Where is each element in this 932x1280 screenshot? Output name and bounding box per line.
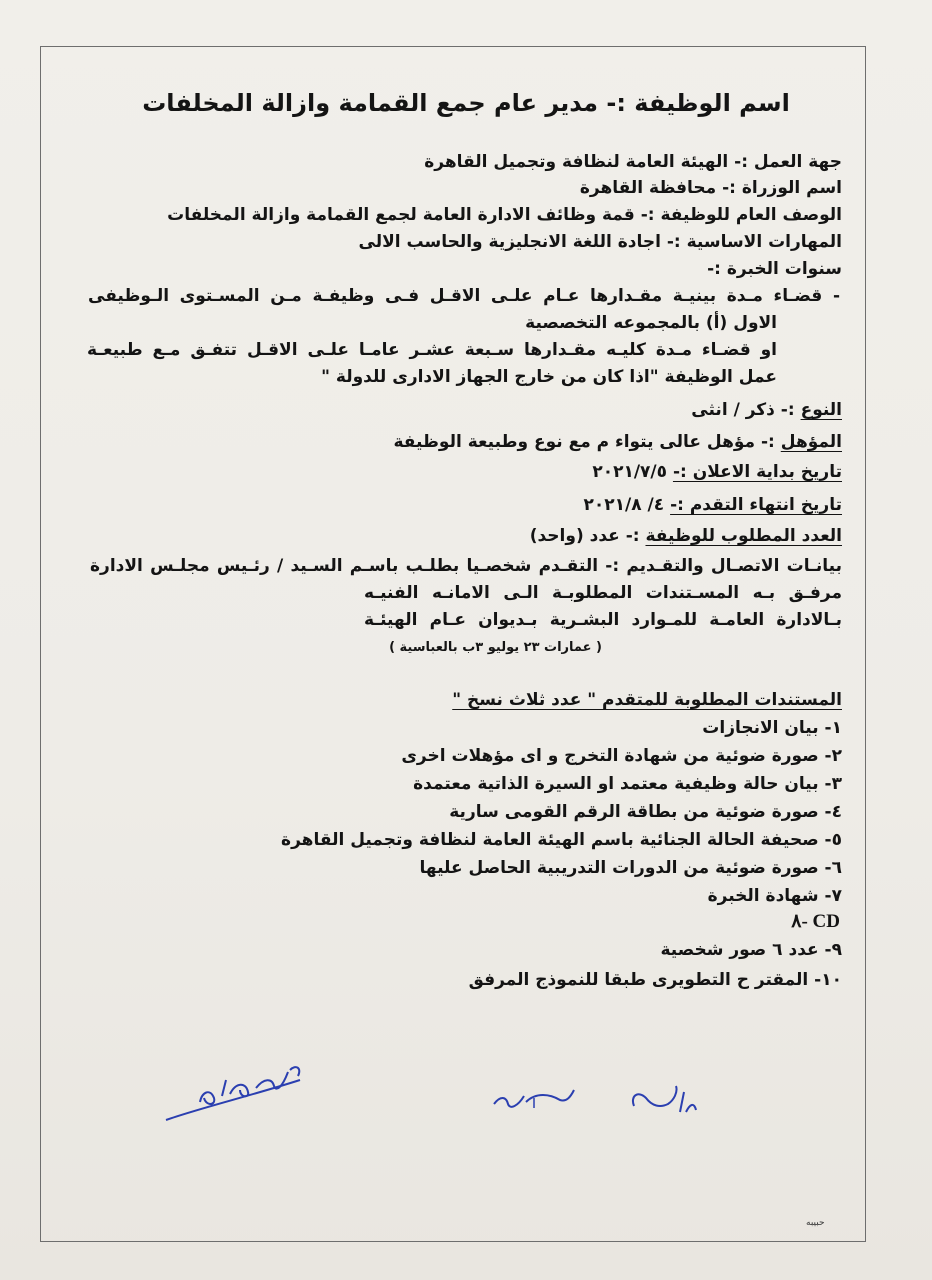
count-line xyxy=(530,524,842,548)
list-item: ٢- صورة ضوئية من شهادة التخرج و اى مؤهلات اخرى xyxy=(401,746,842,766)
experience-line-2b: عمل الوظيفة "اذا كان من خارج الجهاز الادارى للدولة " xyxy=(321,367,777,387)
list-item: ٧- شهادة الخبرة xyxy=(707,886,842,906)
contact-line-2: مرفـق بـه المسـتندات المطلوبـة الـى الامانـه الفنيـه xyxy=(364,583,842,603)
experience-line-1b: الاول (أ) بالمجموعه التخصصية xyxy=(525,313,777,333)
work-place-line: جهة العمل :- الهيئة العامة لنظافة وتجميل القاهرة xyxy=(424,152,842,172)
contact-line-3: بـالادارة العامـة للمـوارد البشـرية بـديوان عـام الهيئـة xyxy=(364,610,842,630)
list-item: ٦- صورة ضوئية من الدورات التدريبية الحاصل عليها xyxy=(419,858,842,878)
footer-note: حبيبه xyxy=(806,1218,825,1228)
qualification-line xyxy=(393,430,842,454)
contact-line-1: بيانـات الاتصـال والتقـديم :- التقـدم شخصـيا بطلـب باسـم السـيد / رئـيس مجلـس الادارة xyxy=(90,556,842,576)
experience-line-2a: او قضـاء مـدة كليـه مقـدارها سـبعة عشـر عامـا علـى الاقـل تتفـق مـع طبيعـة xyxy=(87,340,777,360)
list-item: ٩- عدد ٦ صور شخصية xyxy=(660,940,842,960)
signature-middle xyxy=(490,1082,580,1116)
count-label: العدد المطلوب للوظيفة xyxy=(645,526,842,546)
start-date-line xyxy=(592,460,842,484)
gender-line xyxy=(691,398,842,422)
list-item: ٣- بيان حالة وظيفية معتمد او السيرة الذاتية معتمدة xyxy=(413,774,842,794)
description-line: الوصف العام للوظيفة :- قمة وظائف الادارة العامة لجمع القمامة وازالة المخلفات xyxy=(167,205,842,225)
list-item: ٤- صورة ضوئية من بطاقة الرقم القومى سارية xyxy=(449,802,842,822)
signature-left xyxy=(160,1058,310,1128)
list-item: CD -٨ xyxy=(791,911,840,932)
list-item: ١- بيان الانجازات xyxy=(702,718,842,738)
qualification-value: :- مؤهل عالى يتواء م مع نوع وطبيعة الوظيفة xyxy=(393,432,781,452)
list-item: ١٠- المقتر ح التطويرى طبقا للنموذج المرفق xyxy=(468,970,842,990)
experience-line-1a: - قضـاء مـدة بينيـة مقـدارها عـام علـى الاقـل فـى وظيفـة مـن المسـتوى الـوظيفى xyxy=(88,286,840,306)
experience-heading: سنوات الخبرة :- xyxy=(707,259,842,279)
end-date-line xyxy=(584,493,842,517)
count-value: :- عدد (واحد) xyxy=(529,526,646,546)
start-date-value: ٢٠٢١/٧/٥ xyxy=(592,462,673,482)
documents-heading: المستندات المطلوبة للمتقدم " عدد ثلاث نسخ " xyxy=(452,690,842,710)
qualification-label: المؤهل xyxy=(780,432,842,452)
end-date-label: تاريخ انتهاء التقدم :- xyxy=(670,495,842,515)
list-item: ٥- صحيفة الحالة الجنائية باسم الهيئة العامة لنظافة وتجميل القاهرة xyxy=(281,830,842,850)
start-date-label: تاريخ بداية الاعلان :- xyxy=(672,462,842,482)
ministry-line: اسم الوزراة :- محافظة القاهرة xyxy=(579,178,842,198)
contact-line-4: ( عمارات ٢٣ يوليو ٣ب بالعباسية ) xyxy=(389,640,602,655)
signature-right xyxy=(628,1082,698,1122)
gender-label: النوع xyxy=(800,400,842,420)
end-date-value: ٤/ ٢٠٢١/٨ xyxy=(583,495,671,515)
gender-value: :- ذكر / انثى xyxy=(691,400,801,420)
skills-line: المهارات الاساسية :- اجادة اللغة الانجليزية والحاسب الالى xyxy=(358,232,842,252)
job-title: اسم الوظيفة :- مدير عام جمع القمامة وازالة المخلفات xyxy=(142,89,790,117)
